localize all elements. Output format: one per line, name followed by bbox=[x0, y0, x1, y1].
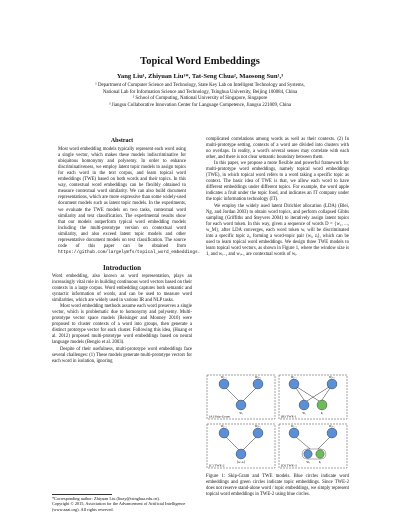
panel-label-b: (B) TWE-1 bbox=[281, 414, 297, 419]
panel-label-a: (A) Skip-Gram bbox=[209, 414, 230, 419]
label-w-i: wᵢ bbox=[239, 411, 243, 415]
svg-text:wᵢ₊₁: wᵢ₊₁ bbox=[254, 424, 262, 428]
node-w-i bbox=[236, 400, 246, 410]
right-paragraph-3: We employ the widely used latent Dirichlet allocation (LDA) (Blei, Ng, and Jordan 2003) to obtain word topics, and perform collapsed Gibbs sampling (Griffiths and Steyvers 2004) to iteratively assign latent topics for each word token. In this way, given a sequence of words D = {w₁, ..., w_M}, after LDA converges, each word token wᵢ will be discriminated into a specific topic zᵢ, forming a word-topic pair ⟨wᵢ, zᵢ⟩, which can be used to learn topical word embeddings. We design three TWE models to learn topical word vectors, as shown in Figure 1, where the window size is 1, and wᵢ₋₁ and wᵢ₊₁ are contextual words of wᵢ. bbox=[206, 203, 349, 257]
svg-text:zᵢ: zᵢ bbox=[318, 460, 322, 464]
svg-text:wᵢ₋₁: wᵢ₋₁ bbox=[220, 424, 228, 428]
panel-skip-gram bbox=[207, 375, 275, 419]
panel-twe-3 bbox=[279, 424, 347, 468]
figure-caption: Figure 1: Skip-Gram and TWE models. Blue circles indicate word embeddings and green circles indicate topic embeddings. Since TWE-2 does not reserve stand-alone word / topic embeddings, we simply represent topical word embeddings in TWE-2 using blue circles. bbox=[206, 474, 349, 498]
paper-title: Topical Word Embeddings bbox=[140, 56, 260, 67]
source-code-link[interactable]: https://github.com/largelymfs/topical_word_embeddings. bbox=[58, 249, 201, 255]
right-paragraph-1: complicated correlations among words as well as their contexts. (2) In multi-prototype setting, contexts of a word are divided into clusters with no overlaps. In reality, a word's several senses may correlate with each other, and there is not clear semantic boundary between them. bbox=[206, 137, 349, 161]
panel-twe-1 bbox=[279, 375, 347, 419]
svg-text:zᵢ: zᵢ bbox=[320, 411, 324, 415]
panel-label-d: (D) TWE-3 bbox=[281, 463, 297, 468]
svg-text:wᵢ: wᵢ bbox=[302, 411, 306, 415]
intro-paragraph-3: Despite of their usefulness, multi-prototype word embeddings face several challenges: (1) These models generate multi-prototype vectors for each word in isolation, ignoring bbox=[52, 346, 192, 364]
svg-text:wᵢ₋₁: wᵢ₋₁ bbox=[290, 375, 298, 379]
svg-text:⟨wᵢ,zᵢ⟩: ⟨wᵢ,zᵢ⟩ bbox=[236, 460, 246, 464]
affiliation-1b: National Lab for Information Science and Technology, Tsinghua University, Beijing 100084, China bbox=[102, 89, 298, 95]
abstract-body bbox=[58, 147, 201, 256]
node-w-prev bbox=[219, 379, 229, 389]
affiliation-2: ² School of Computing, National University of Singapore, Singapore bbox=[132, 96, 268, 101]
label-w-next: wᵢ₊₁ bbox=[254, 375, 262, 379]
abstract-text: Most word embedding models typically represent each word using a single vector, which makes these models indiscriminative for ubiquitous homonymy and polysemy. In order to enhance discriminativeness, we employ latent topic models to assign topics for each word in the text corpus, and learn topical word embeddings (TWE) based on both words and their topics. In this way, contextual word embeddings can be flexibly obtained to measure contextual word similarity. We can also build document representations, which are more expressive than some widely-used document models such as latent topic models. In the experiments, we evaluate the TWE models on two tasks, contextual word similarity and text classification. The experimental results show that our models outperform typical word embedding models including the multi-prototype version on contextual word similarity, and also exceed latent topic models and other representative document models on text classification. The source code of this paper can be obtained from bbox=[58, 147, 186, 249]
panel-label-c: (C) TWE-2 bbox=[209, 463, 225, 468]
footnote-corresponding: *Corresponding author: Zhiyuan Liu (liuzy@tsinghua.edu.cn). bbox=[52, 496, 160, 501]
footnote-rule bbox=[52, 494, 112, 495]
intro-paragraph-2: Most word embedding methods assume each word preserves a single vector, which is problematic due to homonymy and polysemy. Multi-prototype vector space models (Reisinger and Mooney 2010) were proposed to cluster contexts of a word into groups, then generate a distinct prototype vector for each cluster. Following this idea, (Huang et al. 2012) proposed multi-prototype word embeddings based on neural language models (Bengio et al. 2003). bbox=[52, 304, 192, 346]
node-w-next bbox=[253, 379, 263, 389]
svg-text:wᵢ₋₁: wᵢ₋₁ bbox=[290, 424, 298, 428]
introduction-heading: Introduction bbox=[103, 263, 141, 272]
affiliation-3: ³ Jiangsu Collaborative Innovation Center for Language Competence, Jiangsu 221009, China bbox=[108, 102, 292, 108]
footnote-area bbox=[52, 494, 192, 512]
svg-text:wᵢ: wᵢ bbox=[306, 460, 310, 464]
author-list: Yang Liu¹, Zhiyuan Liu¹*, Tat-Seng Chua², Maosong Sun¹,³ bbox=[116, 73, 284, 80]
footnote-copyright: Copyright © 2015, Association for the Advancement of Artificial Intelligence (www.aaai.org). All rights reserved. bbox=[52, 501, 186, 512]
panel-twe-2 bbox=[207, 424, 275, 468]
right-paragraph-2: In this paper, we propose a more flexible and powerful framework for multi-prototype word embeddings, namely topical word embeddings (TWE), in which topical word refers to a word taking a specific topic as context. The basic idea of TWE is that, we allow each word to have different embeddings under different topics. For example, the word apple indicates a fruit under the topic food, and indicates an IT company under the topic information technology (IT). bbox=[206, 161, 349, 203]
figure-1 bbox=[206, 374, 349, 470]
affiliation-1a: ¹ Department of Computer Science and Technology, State Key Lab on Intelligent Technology and Systems, bbox=[95, 83, 305, 88]
svg-text:wᵢ₊₁: wᵢ₊₁ bbox=[328, 424, 336, 428]
abstract-heading: Abstract bbox=[110, 138, 134, 144]
left-column bbox=[52, 138, 201, 365]
svg-text:wᵢ₊₁: wᵢ₊₁ bbox=[328, 375, 336, 379]
label-w-prev: wᵢ₋₁ bbox=[220, 375, 228, 379]
intro-paragraph-1: Word embedding, also known as word representation, plays an increasingly vital role in building continuous word vectors based on their contexts in a large corpus. Word embedding captures both semantic and syntactic information of words, and can be used to measure word similarities, which are widely used in various IR and NLP tasks. bbox=[52, 273, 192, 304]
right-column bbox=[206, 137, 349, 258]
